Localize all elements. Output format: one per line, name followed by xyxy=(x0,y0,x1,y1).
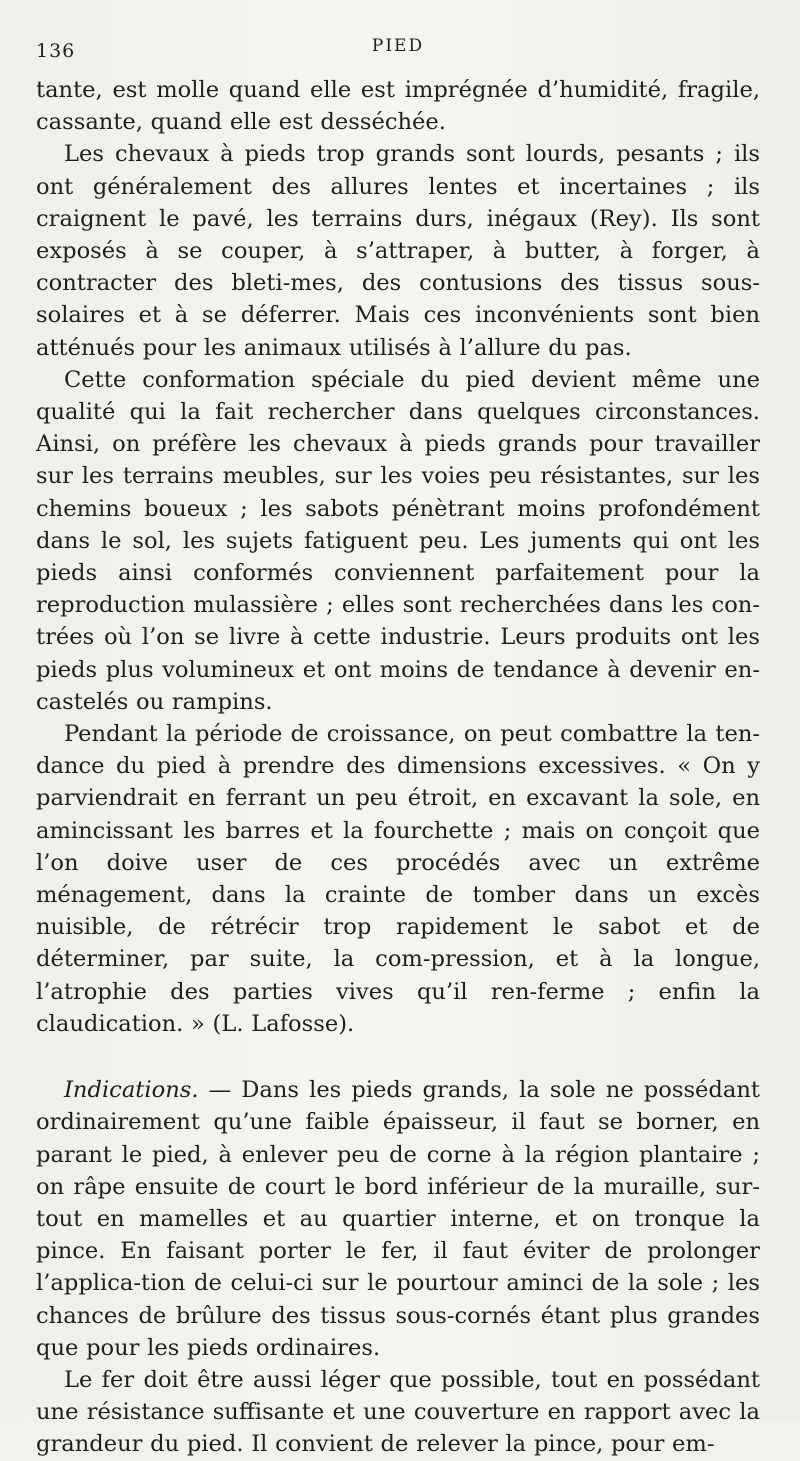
paragraph-shoe: Le fer doit être aussi léger que possible, tout en possédant une résistance suffisante et une couverture en rapport avec la grandeur du pied. Il convient de relever la pince, pour em- xyxy=(36,1366,760,1458)
paragraph-continuation: tante, est molle quand elle est imprégnée d’humidité, fragile, cassante, quand elle est desséchée. xyxy=(36,77,760,136)
page-number: 136 xyxy=(36,40,76,62)
paragraph-growth-period: Pendant la période de croissance, on peut combattre la ten-dance du pied à prendre des dimensions excessives. « On y parviendrait en ferrant un peu étroit, en excavant la sole, en amincissant les barres et la fourchette ; mais on conçoit que l’on doive user de ces procédés avec un extrême ménagement, dans la crainte de tomber dans un excès nuisible, de rétrécir trop rapidement le sabot et de déterminer, par suite, la com-pression, et à la longue, l’atrophie des parties vives qu’il ren-ferme ; enfin la claudication. » (L. Lafosse). xyxy=(36,721,760,1037)
paragraph-conformation-quality: Cette conformation spéciale du pied devient même une qualité qui la fait rechercher dans quelques circonstances. Ainsi, on préfère les chevaux à pieds grands pour travailler sur les terrains meubles, sur les voies peu résistantes, sur les chemins boueux ; les sabots pénètrant moins profondément dans le sol, les sujets fatiguent peu. Les juments qui ont les pieds ainsi conformés conviennent parfaitement pour la reproduction mulassière ; elles sont recherchées dans les con-trées où l’on se livre à cette industrie. Leurs produits ont les pieds plus volumineux et ont moins de tendance à devenir en-castelés ou rampins. xyxy=(36,366,760,715)
section-gap xyxy=(36,1040,760,1074)
text-body xyxy=(36,74,760,1461)
indications-text: — Dans les pieds grands, la sole ne possédant ordinairement qu’une faible épaisseur, il faut se borner, en parant le pied, à enlever peu de corne à la région plantaire ; on râpe ensuite de court le bord inférieur de la muraille, sur-tout en mamelles et au quartier interne, et on tronque la pince. En faisant porter le fer, il faut éviter de prolonger l’applica-tion de celui-ci sur le pourtour aminci de la sole ; les chances de brûlure des tissus sous-cornés étant plus grandes que pour les pieds ordinaires. xyxy=(36,1077,760,1361)
paragraph-indications xyxy=(36,1074,760,1364)
indications-label: Indications. xyxy=(64,1077,199,1104)
running-title: PIED xyxy=(371,36,425,56)
paragraph-large-feet-drawbacks: Les chevaux à pieds trop grands sont lourds, pesants ; ils ont généralement des allures lentes et incertaines ; ils craignent le pavé, les terrains durs, inégaux (Rey). Ils sont exposés à se couper, à s’attraper, à butter, à forger, à contracter des bleti-mes, des contusions des tissus sous-solaires et à se déferrer. Mais ces inconvénients sont bien atténués pour les animaux utilisés à l’allure du pas. xyxy=(36,141,760,361)
running-head xyxy=(36,0,760,74)
